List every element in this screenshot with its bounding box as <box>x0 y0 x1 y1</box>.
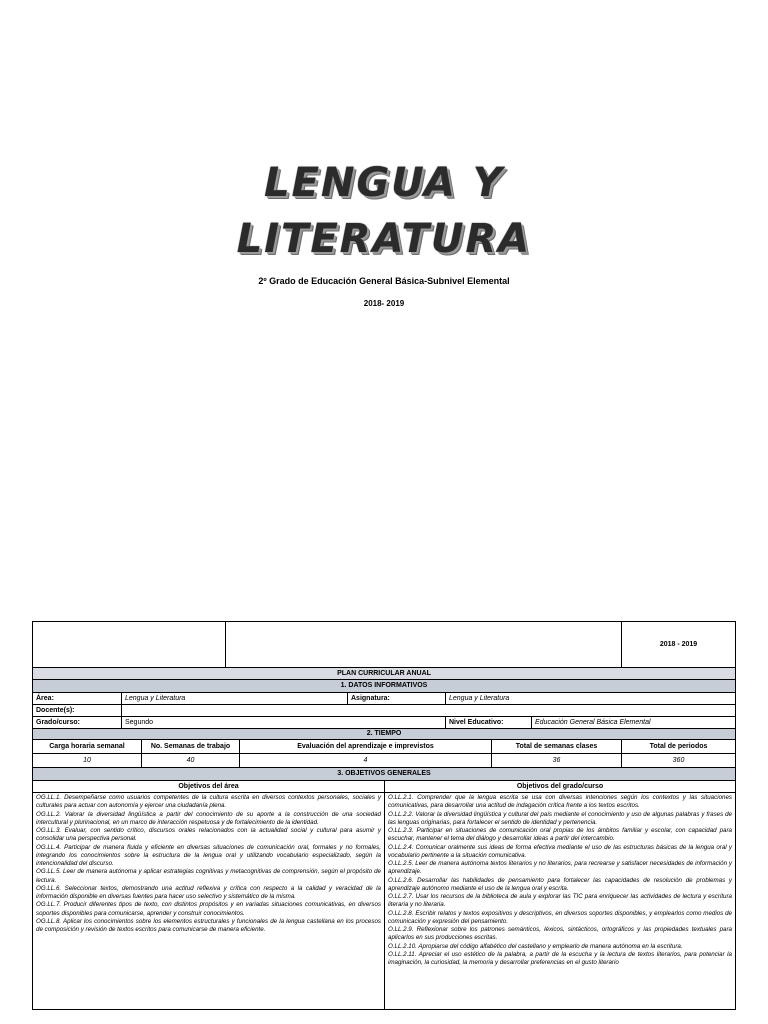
obj-grado-list <box>384 793 735 1009</box>
area-label: Área: <box>36 695 54 702</box>
obj-area-item: OG.LL.5. Leer de manera autónoma y aplicar estrategias cognitivas y metacognitivas de comprensión, según el propósito de lectura. <box>36 868 381 884</box>
asignatura-label: Asignatura: <box>347 693 445 704</box>
docente-row <box>33 704 735 716</box>
tiempo-header: No. Semanas de trabajo <box>141 740 239 753</box>
asignatura-value: Lengua y Literatura <box>445 693 735 704</box>
obj-area-item: OG.LL.4. Participar de manera fluida y eficiente en diversas situaciones de comunicación oral, formales y no formales, integrando los conocimientos sobre la estructura de la lengua oral y utilizando vocabulario especializado, según la intencionalidad del discurso. <box>36 843 381 867</box>
grado-row <box>33 716 735 728</box>
section-objetivos: 3. OBJETIVOS GENERALES <box>33 767 735 780</box>
obj-grado-item: O.LL.2.1. Comprender que la lengua escrita se usa con diversas intenciones según los contextos y las situaciones comunicativas, para desarrollar una actitud de indagación crítica frente a los textos escritos. <box>388 794 732 810</box>
nivel-value: Educación General Básica Elemental <box>531 717 735 728</box>
curricular-plan-table <box>32 621 736 1010</box>
obj-area-item: OG.LL.1. Desempeñarse como usuarios competentes de la cultura escrita en diversos contextos personales, sociales y culturales para actuar con autonomía y ejercer una ciudadanía plena. <box>36 794 381 810</box>
tiempo-header: Total de periodos <box>621 740 735 753</box>
tiempo-value: 360 <box>621 754 735 767</box>
obj-grado-item: O.LL.2.5. Leer de manera autónoma textos literarios y no literarios, para recrearse y satisfacer necesidades de información y aprendizaje. <box>388 860 732 876</box>
tiempo-header: Evaluación del aprendizaje e imprevistos <box>239 740 491 753</box>
obj-grado-item: O.LL.2.9. Reflexionar sobre los patrones semánticos, léxicos, sintácticos, ortográficos y las propiedades textuales para aplicarlos en sus producciones escritas. <box>388 926 732 942</box>
docente-value <box>121 705 735 716</box>
tiempo-value: 10 <box>83 757 91 764</box>
obj-grado-item: O.LL.2.7. Usar los recursos de la biblioteca de aula y explorar las TIC para enriquecer las actividades de lectura y escritura literaria y no literaria. <box>388 893 732 909</box>
logo-cell <box>33 622 225 667</box>
obj-grado-item: O.LL.2.2. Valorar la diversidad lingüística y cultural del país mediante el conocimiento y uso de algunas palabras y frases de las lenguas originarias, para fortalecer el sentido de identidad y pertenencia. <box>388 810 732 826</box>
obj-area-item: OG.LL.3. Evaluar, con sentido crítico, discursos orales relacionados con la actualidad social y cultural para asumir y consolidar una perspectiva personal. <box>36 827 381 843</box>
obj-grado-item: O.LL.2.3. Participar en situaciones de comunicación oral propias de los ámbitos familiar y escolar, con capacidad para escuchar, mantener el tema del diálogo y desarrollar ideas a partir del intercambio. <box>388 827 732 843</box>
area-value: Lengua y Literatura <box>121 693 347 704</box>
header-year: 2018 - 2019 <box>621 622 735 667</box>
tiempo-values-row <box>33 753 735 767</box>
obj-area-item: OG.LL.2. Valorar la diversidad lingüística a partir del conocimiento de su aporte a la construcción de una sociedad intercultural y plurinacional, en un marco de interacción respetuosa y de fortalecimiento de la identidad. <box>36 810 381 826</box>
area-row <box>33 692 735 704</box>
tiempo-header: Total de semanas clases <box>491 740 621 753</box>
obj-area-item: OG.LL.8. Aplicar los conocimientos sobre los elementos estructurales y funcionales de la lengua castellana en los procesos de composición y revisión de textos escritos para comunicarse de manera eficiente. <box>36 917 381 933</box>
obj-grado-item: O.LL.2.10. Apropiarse del código alfabético del castellano y emplearlo de manera autónoma en la escritura. <box>388 942 683 950</box>
obj-area-item: OG.LL.6. Seleccionar textos, demostrando una actitud reflexiva y crítica con respecto a la calidad y veracidad de la información disponible en diversas fuentes para hacer uso selectivo y sistemático de la misma. <box>36 884 381 900</box>
plan-title: PLAN CURRICULAR ANUAL <box>33 667 735 679</box>
obj-grado-item: O.LL.2.8. Escribir relatos y textos expositivos y descriptivos, en diversos soportes disponibles, y emplearlos como medios de comunicación y expresión del pensamiento. <box>388 909 732 925</box>
tiempo-header-row <box>33 739 735 753</box>
tiempo-value: 40 <box>141 754 239 767</box>
tiempo-value: 4 <box>239 754 491 767</box>
obj-grado-item: O.LL.2.4. Comunicar oralmente sus ideas de forma efectiva mediante el uso de las estructuras básicas de la lengua oral y vocabulario pertinente a la situación comunicativa. <box>388 843 732 859</box>
obj-area-item: OG.LL.7. Producir diferentes tipos de texto, con distintos propósitos y en variadas situaciones comunicativas, en diversos soportes disponibles para comunicarse, aprender y construir conocimientos. <box>36 901 381 917</box>
objetivos-body <box>33 792 735 1009</box>
docente-label: Docente(s): <box>36 707 75 714</box>
title-line-1: LENGUA Y <box>264 160 504 206</box>
title-line-2: LITERATURA <box>236 216 532 262</box>
objetivos-header-row <box>33 780 735 792</box>
section-datos-informativos: 1. DATOS INFORMATIVOS <box>33 679 735 692</box>
tiempo-header: Carga horaria semanal <box>49 743 125 750</box>
obj-grado-header: Objetivos del grado/curso <box>384 781 735 792</box>
header-row <box>33 622 735 667</box>
nivel-label: Nivel Educativo: <box>445 717 531 728</box>
tiempo-value: 36 <box>491 754 621 767</box>
obj-grado-item: O.LL.2.11. Apreciar el uso estético de la palabra, a partir de la escucha y la lectura de textos literarios, para potenciar la imaginación, la curiosidad, la memoria y desarrollar preferencias en el gusto literario <box>388 950 732 966</box>
obj-grado-item: O.LL.2.6. Desarrollar las habilidades de pensamiento para fortalecer las capacidades de resolución de problemas y aprendizaje autónomo mediante el uso de la lengua oral y escrita. <box>388 876 732 892</box>
grado-value: Segundo <box>121 717 445 728</box>
subtitle: 2º Grado de Educación General Básica-Subnivel Elemental <box>258 276 510 286</box>
grado-label: Grado/curso: <box>36 719 80 726</box>
obj-area-header: Objetivos del área <box>178 783 239 790</box>
institution-cell <box>225 622 621 667</box>
obj-area-list <box>33 793 384 1009</box>
school-year: 2018- 2019 <box>363 299 405 308</box>
section-tiempo: 2. TIEMPO <box>33 728 735 739</box>
